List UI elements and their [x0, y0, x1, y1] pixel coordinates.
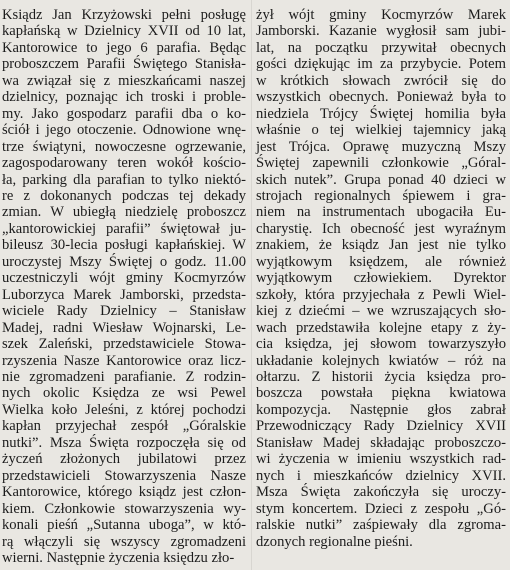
article-line: Jamborski. Kazanie wygłosił sam jubi- — [256, 23, 506, 40]
column-divider — [251, 0, 252, 570]
article-line: szek Zaleński, przedstawiciele Stowa- — [2, 336, 246, 353]
article-line: znakiem, że ksiądz Jan jest nie tylko — [256, 237, 506, 254]
article-line: nych i mieszkańców dzielnicy XVII. — [256, 467, 506, 484]
article-line: konali pieśń „Sutanna uboga”, w któ- — [2, 517, 246, 534]
article-line: uroczystej Mszy Świętej o godz. 11.00 — [2, 253, 246, 270]
article-line: nych okolic Księdza ze wsi Pewel — [2, 385, 246, 402]
article-line: układanie kolejnych kwiatów – róż na — [256, 352, 506, 369]
article-column-left — [2, 7, 246, 566]
article-line: uczestniczyli wójt gminy Kocmyrzów — [2, 270, 246, 287]
article-line: właśnie o tej wielkiej tajemnicy jaką — [256, 122, 506, 139]
article-line: Kantorowice, którego ksiądz jest człon- — [2, 484, 246, 501]
article-line: ła, parking dla parafian to tylko niektó- — [2, 171, 246, 188]
article-line: Madej, radni Wiesław Wojnarski, Le- — [2, 319, 246, 336]
article-line: Msza Święta zakończyła się uroczy- — [256, 484, 506, 501]
article-line: trze świątyni, nowoczesne ogrzewanie, — [2, 138, 246, 155]
article-line: ściół i jego otoczenie. Odnowione wnę- — [2, 122, 246, 139]
article-line: wiciele Rady Dzielnicy – Stanisław — [2, 303, 246, 320]
article-line: stym koncertem. Dzieci z zespołu „Gó- — [256, 500, 506, 517]
article-line: skich nutek”. Grupa ponad 40 dzieci w — [256, 171, 506, 188]
article-line: wi życzenia w imieniu wszystkich rad- — [256, 451, 506, 468]
article-column-right — [256, 7, 506, 550]
article-line: boszcza powstała piękna kwiatowa — [256, 385, 506, 402]
article-line: rzyszenia Nasze Kantorowice oraz licz- — [2, 352, 246, 369]
article-line: wszystkich obecnych. Ponieważ była to — [256, 89, 506, 106]
article-line: wa związał się z mieszkańcami naszej — [2, 72, 246, 89]
article-line: rą włączyli się wszyscy zgromadzeni — [2, 533, 246, 550]
article-line: re z dokonanych podczas tej dekady — [2, 187, 246, 204]
article-line: Przewodniczący Rady Dzielnicy XVII — [256, 418, 506, 435]
article-line: proboszczem Parafii Świętego Stanisła- — [2, 56, 246, 73]
article-line: szkoły, która przyjechała z Pewli Wiel- — [256, 286, 506, 303]
article-line: wyjątkowym człowiekiem. Dyrektor — [256, 270, 506, 287]
article-line: „kantorowickiej parafii” świętował ju- — [2, 220, 246, 237]
article-line: Wielka koło Jeleśni, z której pochodzi — [2, 401, 246, 418]
article-line: Luborzyca Marek Jamborski, przedsta- — [2, 286, 246, 303]
article-line: zagospodarowany teren wokół kościo- — [2, 155, 246, 172]
article-line: w krótkich słowach zwrócił się do — [256, 72, 506, 89]
article-line: lat, na początku przywitał obecnych — [256, 39, 506, 56]
article-line: kompozycja. Następnie głos zabrał — [256, 401, 506, 418]
article-line: żył wójt gminy Kocmyrzów Marek — [256, 7, 506, 23]
article-line: bileusz 30-lecia posługi kapłańskiej. W — [2, 237, 246, 254]
article-line: kapłańską w Dzielnicy XVII od 10 lat, — [2, 23, 246, 40]
article-line: wach przedstawiła kolejne etapy z ży- — [256, 319, 506, 336]
article-line: strojach regionalnych śpiewem i gra- — [256, 187, 506, 204]
article-line: Ksiądz Jan Krzyżowski pełni posługę — [2, 7, 246, 23]
article-line: ołtarzu. Z historii życia księdza pro- — [256, 368, 506, 385]
article-line: Stanisław Madej składając proboszczo- — [256, 434, 506, 451]
article-line: niem na instrumentach ubogaciła Eu- — [256, 204, 506, 221]
article-line: kiem. Członkowie stowarzyszenia wy- — [2, 500, 246, 517]
article-line: jest Trójca. Oprawę muzyczną Mszy — [256, 138, 506, 155]
article-line: Kantorowice to jego 6 parafia. Będąc — [2, 39, 246, 56]
article-line: ralskie nutki” zaśpiewały dla zgroma- — [256, 517, 506, 534]
article-line: życzeń złożonych jubilatowi przez — [2, 451, 246, 468]
article-line: nutki”. Msza Święta rozpoczęła się od — [2, 434, 246, 451]
article-line: kapłan przyjechał zespół „Góralskie — [2, 418, 246, 435]
article-line: wyjątkowym księdzem, ale również — [256, 253, 506, 270]
article-line: dzonych regionalne pieśni. — [256, 533, 413, 550]
article-line: dzielnicy, poznając ich troski i proble- — [2, 89, 246, 106]
article-line: my. Jako gospodarz parafii dba o ko- — [2, 105, 246, 122]
article-line: gości dziękując im za przybycie. Potem — [256, 56, 506, 73]
article-line: kiej z dziećmi – we wzruszających sło- — [256, 303, 506, 320]
article-line: przedstawicieli Stowarzyszenia Nasze — [2, 467, 246, 484]
article-line: Świętej zapewnili członkowie „Góral- — [256, 155, 506, 172]
article-line: niedziela Trójcy Świętej homilia była — [256, 105, 506, 122]
article-line: cia księdza, jej słowom towarzyszyło — [256, 336, 506, 353]
article-line: wierni. Następnie życzenia księdzu zło- — [2, 549, 235, 566]
article-line: zmian. W ubiegłą niedzielę proboszcz — [2, 204, 246, 221]
article-line: nie zgromadzeni parafianie. Z rodzin- — [2, 368, 246, 385]
article-line: charystię. Ich obecność jest wyraźnym — [256, 220, 506, 237]
